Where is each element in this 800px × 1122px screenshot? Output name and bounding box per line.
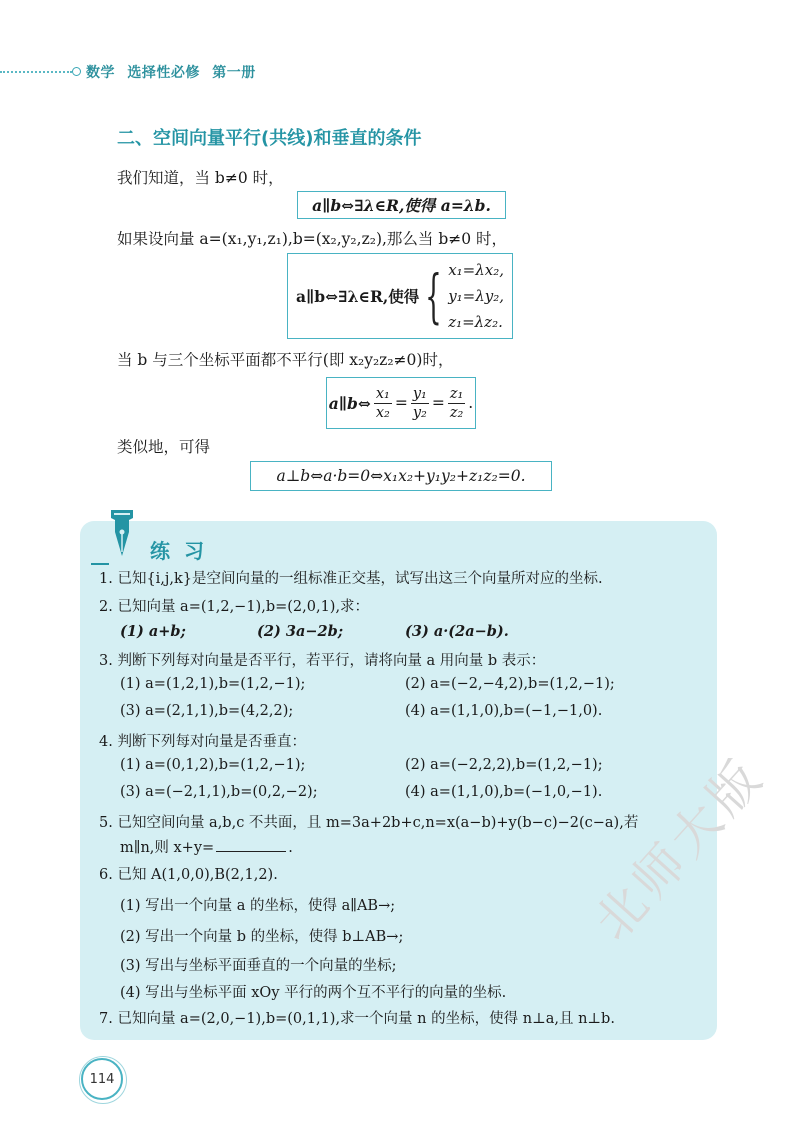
fraction-z [448, 385, 465, 422]
formula-row-1: x₁=λx₂, [448, 261, 504, 279]
exercise-q5-text: m∥n,则 x+y= [120, 840, 215, 856]
paragraph-4: 类似地，可得 [117, 438, 211, 456]
formula-box-coordinate-system [287, 253, 513, 339]
header-dotted-line [0, 71, 72, 73]
exercise-q7: 7. 已知向量 a=(2,0,−1),b=(0,1,1),求一个向量 n 的坐标，使得 n⊥a,且 n⊥b. [99, 1011, 615, 1027]
exercise-q4-4: (4) a=(1,1,0),b=(−1,0,−1). [405, 784, 603, 800]
page-number: 114 [81, 1058, 123, 1100]
exercise-q3: 3. 判断下列每对向量是否平行，若平行，请将向量 a 用向量 b 表示： [99, 653, 546, 669]
paragraph-3: 当 b 与三个坐标平面都不平行(即 x₂y₂z₂≠0)时， [117, 351, 454, 369]
exercise-q2-2: (2) 3a−2b; [257, 623, 344, 640]
exercise-q6: 6. 已知 A(1,0,0),B(2,1,2). [99, 867, 278, 883]
exercise-q5-line2 [120, 836, 293, 857]
exercise-q4-2: (2) a=(−2,2,2),b=(1,2,−1); [405, 757, 603, 773]
fraction-z-num: z₁ [449, 385, 464, 402]
exercise-q6-4: (4) 写出与坐标平面 xOy 平行的两个互不平行的向量的坐标. [120, 985, 507, 1001]
header-book: 选择性必修 [127, 65, 200, 81]
paragraph-1: 我们知道，当 b≠0 时， [117, 169, 284, 187]
formula-system-rows [448, 257, 504, 335]
fraction-y-den: y₂ [412, 404, 427, 421]
formula-row-3: z₁=λz₂. [448, 313, 503, 331]
exercise-q2-3: (3) a·(2a−b). [405, 623, 509, 640]
running-header [86, 62, 263, 82]
formula-box-parallel [297, 191, 506, 219]
exercise-q2-1: (1) a+b; [120, 623, 186, 640]
formula-row-2: y₁=λy₂, [448, 287, 505, 305]
exercise-q6-3: (3) 写出与坐标平面垂直的一个向量的坐标; [120, 958, 397, 974]
header-circle-icon [72, 67, 81, 76]
exercise-q4-1: (1) a=(0,1,2),b=(1,2,−1); [120, 757, 306, 773]
header-volume: 第一册 [212, 65, 256, 81]
formula-ratio-left: a∥b⇔ [328, 393, 371, 413]
exercise-q3-2: (2) a=(−2,−4,2),b=(1,2,−1); [405, 676, 615, 692]
exercise-q6-2: (2) 写出一个向量 b 的坐标，使得 b⊥AB→; [120, 929, 404, 945]
publisher-watermark: 北师大版 [583, 745, 777, 952]
exercise-q3-4: (4) a=(1,1,0),b=(−1,−1,0). [405, 703, 603, 719]
exercise-title-underline [91, 563, 109, 565]
header-subject: 数学 [86, 65, 115, 81]
fraction-z-den: z₂ [449, 404, 464, 421]
exercise-q4-3: (3) a=(−2,1,1),b=(0,2,−2); [120, 784, 318, 800]
exercise-q1: 1. 已知{i,j,k}是空间向量的一组标准正交基，试写出这三个向量所对应的坐标. [99, 571, 603, 587]
formula-box-ratio: a∥b⇔ $\frac{\text{x₁}}{\text{x₂}}$ = $\frac{\text{y₁}}{\text{y₂}}$ = $\frac{\text{z₁}}{\text{z₂}}$ . [326, 377, 476, 429]
exercise-q2: 2. 已知向量 a=(1,2,−1),b=(2,0,1),求： [99, 599, 370, 615]
fraction-y [411, 385, 429, 422]
fraction-y-num: y₁ [412, 385, 427, 402]
brace-icon: { [425, 262, 443, 330]
formula-perpendicular-text: a⊥b⇔a·b=0⇔x₁x₂+y₁y₂+z₁z₂=0. [276, 467, 526, 485]
fraction-x-den: x₂ [375, 404, 390, 421]
exercise-q3-1: (1) a=(1,2,1),b=(1,2,−1); [120, 676, 306, 692]
exercise-title: 练习 [150, 539, 218, 563]
fraction-x [374, 385, 392, 422]
exercise-q5-line1: 5. 已知空间向量 a,b,c 不共面，且 m=3a+2b+c,n=x(a−b)+y(b−c)−2(c−a),若 [99, 815, 639, 831]
exercise-q3-3: (3) a=(2,1,1),b=(4,2,2); [120, 703, 294, 719]
formula-parallel-text: a∥b⇔∃λ∈R,使得 a=λb. [312, 196, 491, 215]
fountain-pen-icon [107, 508, 137, 560]
exercise-q5-end: . [288, 840, 293, 856]
fraction-x-num: x₁ [375, 385, 390, 402]
answer-blank[interactable] [216, 839, 286, 852]
exercise-q6-1: (1) 写出一个向量 a 的坐标，使得 a∥AB→; [120, 898, 396, 914]
formula-box-perpendicular [250, 461, 552, 491]
paragraph-2: 如果设向量 a=(x₁,y₁,z₁),b=(x₂,y₂,z₂),那么当 b≠0 时， [117, 230, 508, 248]
formula-system-left: a∥b⇔∃λ∈R,使得 [295, 287, 420, 306]
exercise-q4: 4. 判断下列每对向量是否垂直： [99, 734, 306, 750]
section-title: 二、空间向量平行(共线)和垂直的条件 [117, 128, 422, 149]
